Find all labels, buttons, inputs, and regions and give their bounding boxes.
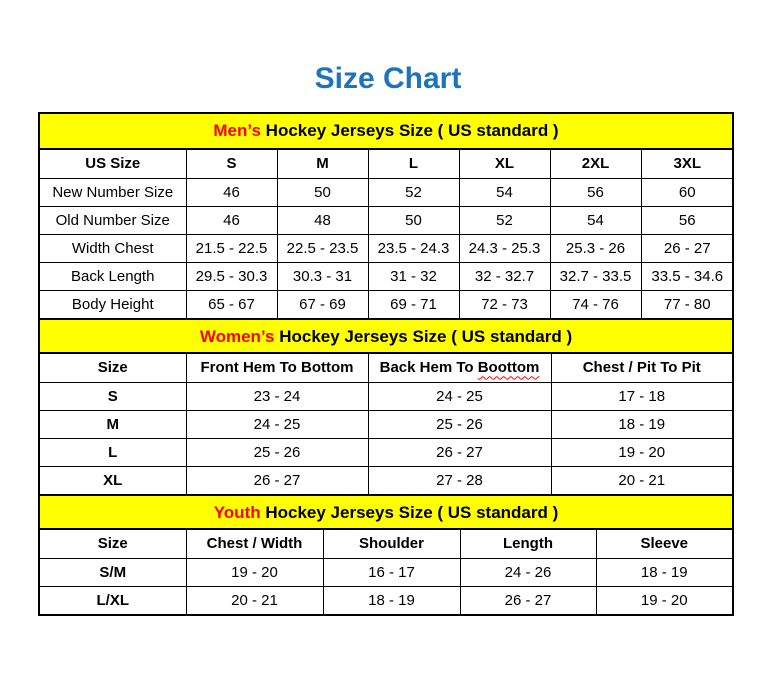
row-label: XL xyxy=(40,466,186,494)
size-value: 19 - 20 xyxy=(186,558,323,586)
men-header-row xyxy=(40,150,733,178)
table-row xyxy=(40,234,733,262)
size-value: 50 xyxy=(368,206,459,234)
size-value: 18 - 19 xyxy=(323,586,460,614)
size-value: 67 - 69 xyxy=(277,290,368,318)
column-header: Shoulder xyxy=(323,530,460,558)
size-value: 56 xyxy=(550,178,641,206)
row-label: L/XL xyxy=(40,586,186,614)
table-row xyxy=(40,178,733,206)
size-value: 18 - 19 xyxy=(551,410,732,438)
size-value: 26 - 27 xyxy=(368,438,551,466)
column-header: Size xyxy=(40,354,186,382)
table-row xyxy=(40,466,732,494)
size-value: 56 xyxy=(641,206,733,234)
size-value: 54 xyxy=(459,178,550,206)
table-row xyxy=(40,410,732,438)
column-header: 3XL xyxy=(641,150,733,178)
size-value: 24 - 26 xyxy=(460,558,596,586)
column-header: XL xyxy=(459,150,550,178)
size-value: 19 - 20 xyxy=(640,591,688,609)
size-value: 24 - 25 xyxy=(186,410,368,438)
size-value: 74 - 76 xyxy=(550,290,641,318)
women-header-row xyxy=(40,354,732,382)
size-value: 50 xyxy=(277,178,368,206)
row-label: Body Height xyxy=(40,290,186,318)
column-header: S xyxy=(186,150,277,178)
table-row xyxy=(40,262,733,290)
row-label: S/M xyxy=(40,558,186,586)
women-banner-highlight: Women’s xyxy=(199,327,275,346)
size-value: 17 - 18 xyxy=(551,382,732,410)
size-value: 23 - 24 xyxy=(186,382,368,410)
row-label: Old Number Size xyxy=(40,206,186,234)
column-header: M xyxy=(277,150,368,178)
size-value: 23.5 - 24.3 xyxy=(368,234,459,262)
row-label: Back Length xyxy=(40,262,186,290)
size-value: 29.5 - 30.3 xyxy=(186,262,277,290)
youth-banner-text: Hockey Jerseys Size ( US standard ) xyxy=(265,503,559,522)
men-banner-highlight: Men’s xyxy=(213,121,261,140)
size-value: 18 - 19 xyxy=(596,558,732,586)
column-header: L xyxy=(368,150,459,178)
size-value: 33.5 - 34.6 xyxy=(641,262,733,290)
youth-header-row xyxy=(40,530,732,558)
women-size-table xyxy=(40,354,732,494)
men-section-banner xyxy=(40,114,732,150)
men-banner-text: Hockey Jerseys Size ( US standard ) xyxy=(265,121,559,140)
size-value: 27 - 28 xyxy=(368,466,551,494)
row-label: S xyxy=(40,382,186,410)
size-value: 25 - 26 xyxy=(186,438,368,466)
table-row xyxy=(40,290,733,318)
column-header: US Size xyxy=(40,150,186,178)
row-label: New Number Size xyxy=(40,178,186,206)
size-value: 21.5 - 22.5 xyxy=(186,234,277,262)
women-banner-text: Hockey Jerseys Size ( US standard ) xyxy=(279,327,573,346)
size-value: 32 - 32.7 xyxy=(459,262,550,290)
size-value: 46 xyxy=(186,178,277,206)
row-label: M xyxy=(40,410,186,438)
size-value: 32.7 - 33.5 xyxy=(550,262,641,290)
table-row xyxy=(40,382,732,410)
men-size-table xyxy=(40,150,733,318)
page-title: Size Chart xyxy=(314,62,462,95)
row-label: L xyxy=(40,438,186,466)
column-header: Size xyxy=(40,530,186,558)
size-value: 25 - 26 xyxy=(368,410,551,438)
column-header: 2XL xyxy=(550,150,641,178)
youth-size-table xyxy=(40,530,732,614)
size-value: 30.3 - 31 xyxy=(277,262,368,290)
youth-banner-highlight: Youth xyxy=(213,503,261,522)
table-row xyxy=(40,558,732,586)
size-value: 24.3 - 25.3 xyxy=(459,234,550,262)
size-value: 25.3 - 26 xyxy=(550,234,641,262)
size-value: 52 xyxy=(459,206,550,234)
table-row xyxy=(40,586,732,614)
column-header: Sleeve xyxy=(596,530,732,558)
spellcheck-underlined-word: Boottom xyxy=(477,359,540,377)
women-section-banner xyxy=(40,318,732,354)
size-value: 77 - 80 xyxy=(663,295,711,313)
table-row xyxy=(40,438,732,466)
column-header: Length xyxy=(460,530,596,558)
size-value: 72 - 73 xyxy=(459,290,550,318)
size-value: 52 xyxy=(368,178,459,206)
size-value: 54 xyxy=(550,206,641,234)
size-value: 19 - 20 xyxy=(551,438,732,466)
table-row xyxy=(40,206,733,234)
column-header: Chest / Pit To Pit xyxy=(551,354,732,382)
column-header: Chest / Width xyxy=(186,530,323,558)
youth-section-banner xyxy=(40,494,732,530)
size-value: 60 xyxy=(641,178,733,206)
size-value: 26 - 27 xyxy=(641,234,733,262)
size-value: 22.5 - 23.5 xyxy=(277,234,368,262)
size-value: 20 - 21 xyxy=(186,586,323,614)
column-header: Front Hem To Bottom xyxy=(186,354,368,382)
size-value: 46 xyxy=(186,206,277,234)
size-value: 16 - 17 xyxy=(323,558,460,586)
size-chart-frame xyxy=(38,112,734,616)
size-value: 65 - 67 xyxy=(186,290,277,318)
size-value: 48 xyxy=(277,206,368,234)
size-value: 31 - 32 xyxy=(368,262,459,290)
size-value: 24 - 25 xyxy=(368,382,551,410)
size-value: 20 - 21 xyxy=(618,471,666,489)
column-header-misspelled: Back Hem To Boottom xyxy=(368,354,551,382)
size-value: 69 - 71 xyxy=(368,290,459,318)
row-label: Width Chest xyxy=(40,234,186,262)
size-value: 26 - 27 xyxy=(460,586,596,614)
size-value: 26 - 27 xyxy=(186,466,368,494)
